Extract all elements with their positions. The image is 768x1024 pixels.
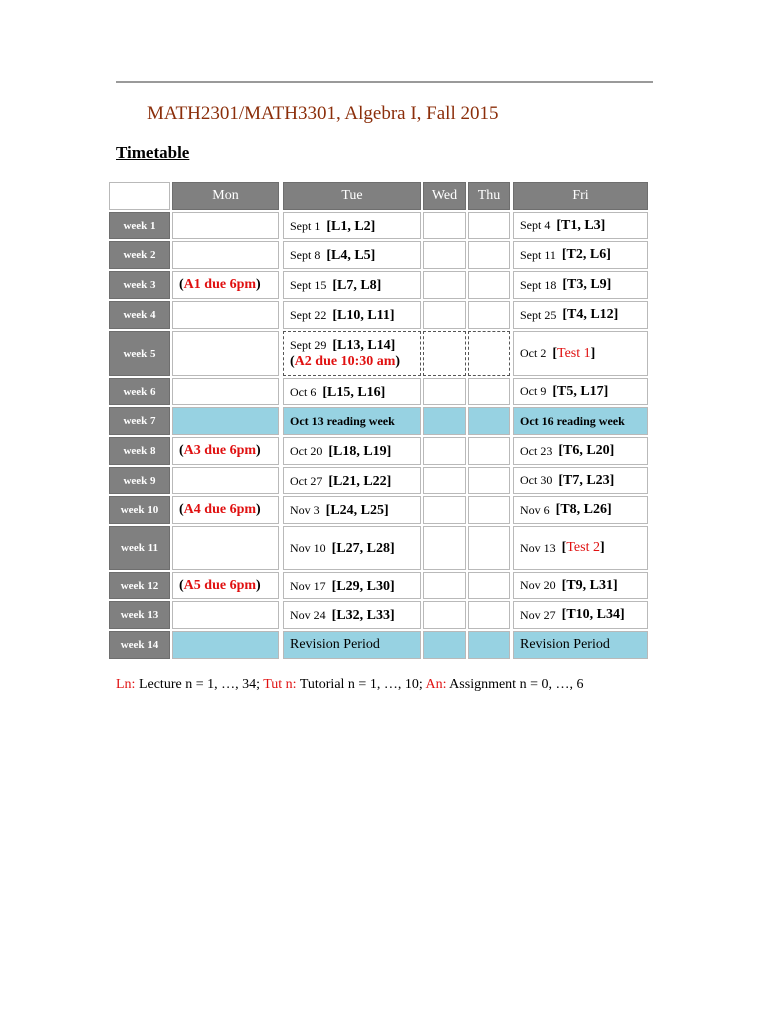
fri-cell	[513, 496, 648, 524]
table-row	[109, 526, 648, 570]
tue-cell	[283, 301, 421, 329]
tue-cell	[283, 331, 421, 376]
fri-cell	[513, 301, 648, 329]
lecture-date: Nov 24	[290, 608, 326, 622]
thu-cell	[468, 572, 510, 599]
lecture-date: Nov 17	[290, 578, 326, 593]
mon-cell	[172, 378, 279, 405]
week-label: week 12	[109, 572, 170, 599]
assignment-due: (A5 due 6pm)	[179, 577, 261, 593]
mon-cell	[172, 407, 279, 435]
tue-cell	[283, 601, 421, 629]
thu-cell	[468, 301, 510, 329]
week-label: week 2	[109, 241, 170, 269]
table-row	[109, 572, 648, 599]
header-row	[109, 182, 648, 210]
tue-cell	[283, 467, 421, 494]
top-rule	[116, 81, 653, 83]
wed-cell	[423, 407, 466, 435]
mon-cell	[172, 331, 279, 376]
fri-cell	[513, 526, 648, 570]
thu-cell	[468, 601, 510, 629]
col-header-thu: Thu	[468, 182, 510, 210]
tue-cell	[283, 526, 421, 570]
tue-line	[290, 442, 391, 460]
fri-cell	[513, 331, 648, 376]
col-header-wed: Wed	[423, 182, 466, 210]
tue-line	[290, 306, 395, 324]
tutorial-date: Oct 23	[520, 443, 553, 458]
tutorial-date: Sept 11	[520, 247, 556, 262]
table-row	[109, 601, 648, 629]
legend-ln-text: Lecture n = 1, …, 34;	[135, 677, 264, 692]
thu-cell	[468, 212, 510, 239]
tue-cell	[283, 407, 421, 435]
col-header-mon: Mon	[172, 182, 279, 210]
mon-cell	[172, 301, 279, 329]
table-row	[109, 378, 648, 405]
assignment-due-text: A3 due 6pm	[183, 443, 257, 458]
tue-line	[290, 217, 375, 235]
tutorial-lecture: [T9, L31]	[561, 577, 618, 593]
lecture-date: Oct 6	[290, 384, 317, 399]
tutorial-lecture: [T8, L26]	[555, 502, 612, 517]
tutorial-lecture: [T6, L20]	[558, 443, 615, 458]
legend-an-label: An:	[425, 677, 447, 692]
mon-cell	[172, 271, 279, 299]
table-row	[109, 331, 648, 376]
assignment-note: (A2 due 10:30 am)	[290, 354, 401, 369]
week-label: week 3	[109, 271, 170, 299]
mon-cell	[172, 526, 279, 570]
table-row	[109, 212, 648, 239]
thu-cell	[468, 437, 510, 465]
header-corner	[109, 182, 170, 210]
test-item: [Test 1]	[552, 345, 596, 361]
section-title: Timetable	[116, 143, 190, 162]
reading-week: Oct 13 reading week	[290, 413, 395, 428]
tutorial-lecture: [T7, L23]	[558, 472, 615, 488]
thu-cell	[468, 631, 510, 659]
reading-week: Oct 16 reading week	[520, 413, 625, 428]
test-item: [Test 2]	[561, 540, 605, 555]
fri-cell	[513, 631, 648, 659]
tue-cell	[283, 437, 421, 465]
tue-line	[290, 606, 395, 624]
lecture-date: Nov 3	[290, 503, 320, 517]
timetable	[109, 180, 648, 660]
wed-cell	[423, 526, 466, 570]
lecture-date: Sept 15	[290, 278, 327, 292]
week-label: week 11	[109, 526, 170, 570]
tutorial-date: Oct 9	[520, 384, 547, 398]
table-row	[109, 467, 648, 494]
tue-line	[290, 577, 395, 595]
table-row	[109, 301, 648, 329]
mon-cell	[172, 212, 279, 239]
tutorial-date: Nov 27	[520, 607, 556, 622]
mon-cell	[172, 631, 279, 659]
mon-cell	[172, 601, 279, 629]
thu-cell	[468, 331, 510, 376]
table-row	[109, 437, 648, 465]
lecture-numbers: [L10, L11]	[332, 308, 395, 323]
assignment-due-text: A1 due 6pm	[183, 277, 257, 292]
tue-line	[290, 539, 395, 557]
lecture-date: Sept 29	[290, 338, 327, 352]
tue-line	[290, 276, 381, 294]
tutorial-lecture: [T1, L3]	[556, 217, 606, 233]
lecture-numbers: [L24, L25]	[325, 503, 389, 518]
week-label: week 9	[109, 467, 170, 494]
table-row	[109, 631, 648, 659]
lecture-numbers: [L1, L2]	[326, 218, 376, 234]
tue-line	[290, 501, 389, 519]
lecture-numbers: [L4, L5]	[326, 248, 376, 263]
tutorial-date: Sept 18	[520, 277, 557, 292]
mon-cell	[172, 467, 279, 494]
tutorial-date: Sept 25	[520, 307, 557, 322]
fri-cell	[513, 601, 648, 629]
lecture-numbers: [L15, L16]	[322, 384, 386, 400]
wed-cell	[423, 378, 466, 405]
fri-cell	[513, 572, 648, 599]
thu-cell	[468, 407, 510, 435]
tutorial-date: Oct 30	[520, 473, 553, 487]
legend	[116, 677, 583, 693]
lecture-date: Sept 8	[290, 248, 321, 262]
fri-cell	[513, 467, 648, 494]
tutorial-lecture: [T5, L17]	[552, 383, 609, 399]
tue-line	[290, 383, 385, 401]
wed-cell	[423, 331, 466, 376]
week-label: week 6	[109, 378, 170, 405]
lecture-date: Oct 20	[290, 444, 323, 458]
tutorial-date: Nov 6	[520, 502, 550, 517]
lecture-date: Oct 27	[290, 473, 323, 488]
legend-tut-label: Tut n:	[263, 677, 297, 692]
revision-period: Revision Period	[290, 637, 380, 652]
tue-cell	[283, 572, 421, 599]
table-row	[109, 496, 648, 524]
tue-cell	[283, 271, 421, 299]
legend-tut-text: Tutorial n = 1, …, 10;	[296, 677, 426, 692]
assignment-due: (A3 due 6pm)	[179, 443, 261, 458]
lecture-numbers: [L7, L8]	[332, 278, 382, 293]
course-title: MATH2301/MATH3301, Algebra I, Fall 2015	[147, 103, 499, 124]
fri-cell	[513, 271, 648, 299]
week-label: week 1	[109, 212, 170, 239]
tutorial-date: Nov 13	[520, 540, 556, 555]
tue-line	[290, 337, 395, 354]
wed-cell	[423, 631, 466, 659]
lecture-numbers: [L18, L19]	[328, 444, 392, 459]
lecture-numbers: [L32, L33]	[331, 608, 395, 623]
tue-line	[290, 472, 391, 490]
lecture-date: Sept 22	[290, 308, 327, 322]
fri-cell	[513, 241, 648, 269]
lecture-numbers: [L29, L30]	[331, 578, 395, 594]
week-label: week 10	[109, 496, 170, 524]
thu-cell	[468, 526, 510, 570]
assignment-due-text: A5 due 6pm	[183, 577, 257, 593]
thu-cell	[468, 496, 510, 524]
col-header-fri: Fri	[513, 182, 648, 210]
tutorial-date: Sept 4	[520, 218, 551, 232]
tue-cell	[283, 212, 421, 239]
lecture-date: Nov 10	[290, 541, 326, 555]
wed-cell	[423, 212, 466, 239]
thu-cell	[468, 241, 510, 269]
tutorial-lecture: [T2, L6]	[561, 247, 611, 262]
legend-an-text: Assignment n = 0, …, 6	[446, 677, 584, 692]
week-label: week 13	[109, 601, 170, 629]
lecture-date: Sept 1	[290, 218, 321, 233]
week-label: week 14	[109, 631, 170, 659]
revision-period: Revision Period	[520, 637, 610, 652]
fri-cell	[513, 378, 648, 405]
week-label: week 4	[109, 301, 170, 329]
week-label: week 8	[109, 437, 170, 465]
thu-cell	[468, 271, 510, 299]
wed-cell	[423, 496, 466, 524]
lecture-numbers: [L13, L14]	[332, 338, 396, 353]
test-text: Test 2	[566, 540, 600, 555]
tutorial-date: Nov 20	[520, 578, 556, 592]
mon-cell	[172, 496, 279, 524]
tue-cell	[283, 496, 421, 524]
fri-cell	[513, 212, 648, 239]
lecture-numbers: [L21, L22]	[328, 473, 392, 489]
col-header-tue: Tue	[283, 182, 421, 210]
table-row	[109, 407, 648, 435]
wed-cell	[423, 572, 466, 599]
mon-cell	[172, 572, 279, 599]
week-label: week 7	[109, 407, 170, 435]
tue-cell	[283, 241, 421, 269]
fri-cell	[513, 407, 648, 435]
wed-cell	[423, 271, 466, 299]
test-text: Test 1	[557, 345, 591, 361]
wed-cell	[423, 467, 466, 494]
tue-cell	[283, 378, 421, 405]
thu-cell	[468, 378, 510, 405]
assignment-due: (A1 due 6pm)	[179, 277, 261, 292]
tutorial-lecture: [T4, L12]	[562, 307, 619, 322]
mon-cell	[172, 241, 279, 269]
tue-cell	[283, 631, 421, 659]
wed-cell	[423, 601, 466, 629]
tutorial-date: Oct 2	[520, 346, 547, 360]
legend-ln-label: Ln:	[116, 677, 136, 692]
tutorial-lecture: [T3, L9]	[562, 277, 612, 292]
assignment-note-text: A2 due 10:30 am	[294, 354, 396, 369]
table-row	[109, 271, 648, 299]
mon-cell	[172, 437, 279, 465]
week-label: week 5	[109, 331, 170, 376]
table-row	[109, 241, 648, 269]
fri-cell	[513, 437, 648, 465]
tue-line	[290, 246, 375, 264]
wed-cell	[423, 241, 466, 269]
wed-cell	[423, 301, 466, 329]
wed-cell	[423, 437, 466, 465]
lecture-numbers: [L27, L28]	[331, 541, 395, 556]
assignment-due-text: A4 due 6pm	[183, 502, 257, 517]
thu-cell	[468, 467, 510, 494]
assignment-due: (A4 due 6pm)	[179, 502, 261, 517]
tutorial-lecture: [T10, L34]	[561, 607, 625, 622]
